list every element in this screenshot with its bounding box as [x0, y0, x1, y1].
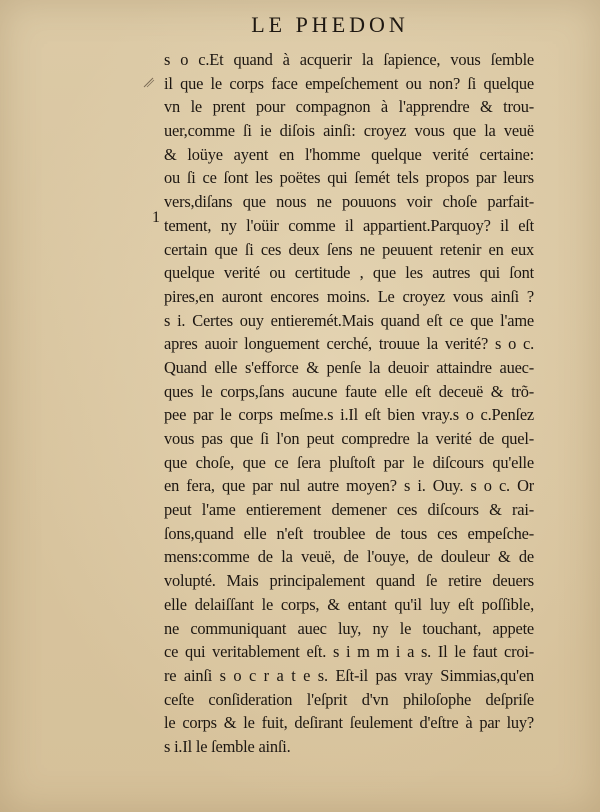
text-line: il que le corps face empeſchement ou non? ſi quelque	[164, 73, 534, 93]
text-line: pee par le corps meſme.s i.Il eſt bien vray.s o c.Penſez	[164, 405, 534, 425]
text-line: quelque verité ou certitude , que les autres qui ſont	[164, 263, 534, 283]
text-line: peut l'ame entierement demener ces diſcours & rai-	[164, 500, 534, 520]
text-line: & loüye ayent en l'homme quelque verité certaine:	[164, 144, 534, 164]
margin-mark	[143, 76, 155, 88]
text-line: uer,comme ſi ie diſois ainſi: croyez vous que la veuë	[164, 121, 534, 141]
text-line: ceſte conſideration l'eſprit d'vn philoſophe deſpriſe	[164, 689, 534, 709]
text-line: s i. Certes ouy entieremét.Mais quand eſt ce que l'ame	[164, 310, 534, 330]
running-head: LE PHEDON	[251, 12, 409, 37]
text-line: volupté. Mais principalement quand ſe retire deuers	[164, 571, 534, 591]
text-line: ou ſi ce ſont les poëtes qui ſemét tels propos par leurs	[164, 168, 534, 188]
body-text	[164, 48, 534, 759]
text-line: le corps & le fuit, deſirant ſeulement d'eſtre à par luy?	[164, 713, 534, 733]
text-line: s i.Il le ſemble ainſi.	[164, 736, 291, 756]
text-line: elle delaiſſant le corps, & entant qu'il luy eſt poſſible,	[164, 594, 534, 614]
text-line: ſons,quand elle n'eſt troublee de tous ces empeſche-	[164, 523, 534, 543]
text-line: s o c.Et quand à acquerir la ſapience, vous ſemble	[164, 50, 534, 69]
text-line: mens:comme de la veuë, de l'ouye, de douleur & de	[164, 547, 534, 567]
text-line: Quand elle s'efforce & penſe la deuoir attaindre auec-	[164, 357, 534, 377]
text-line: que choſe, que ce ſera pluſtoſt par le diſcours qu'elle	[164, 452, 534, 472]
text-line: ques le corps,ſans aucune faute elle eſt deceuë & trõ-	[164, 381, 534, 401]
text-line: tement, ny l'oüir comme il appartient.Parquoy? il eſt	[164, 215, 534, 235]
text-line: vous pas que ſi l'on peut compredre la verité de quel-	[164, 429, 534, 448]
text-line: ne communiquant auec luy, ny le touchant, appete	[164, 618, 534, 638]
text-line: vers,diſans que nous ne pouuons voir choſe parfait-	[164, 192, 534, 212]
text-line: certain que ſi ces deux ſens ne peuuent retenir en eux	[164, 239, 534, 259]
text-line: vn le prent pour compagnon à l'apprendre & trou-	[164, 97, 534, 117]
text-line: en fera, que par nul autre moyen? s i. Ouy. s o c. Or	[164, 476, 534, 496]
text-line: apres auoir longuement cerché, trouue la verité? s o c.	[164, 334, 534, 354]
text-line: re ainſi s o c r a t e s. Eſt-il pas vray Simmias,qu'en	[164, 665, 534, 685]
text-line: ce qui veritablement eſt. s i m m i a s. Il le faut croi-	[164, 642, 534, 662]
text-line: pires,en auront encores moins. Le croyez vous ainſi ?	[164, 286, 534, 306]
margin-note-number: 1	[152, 209, 160, 226]
